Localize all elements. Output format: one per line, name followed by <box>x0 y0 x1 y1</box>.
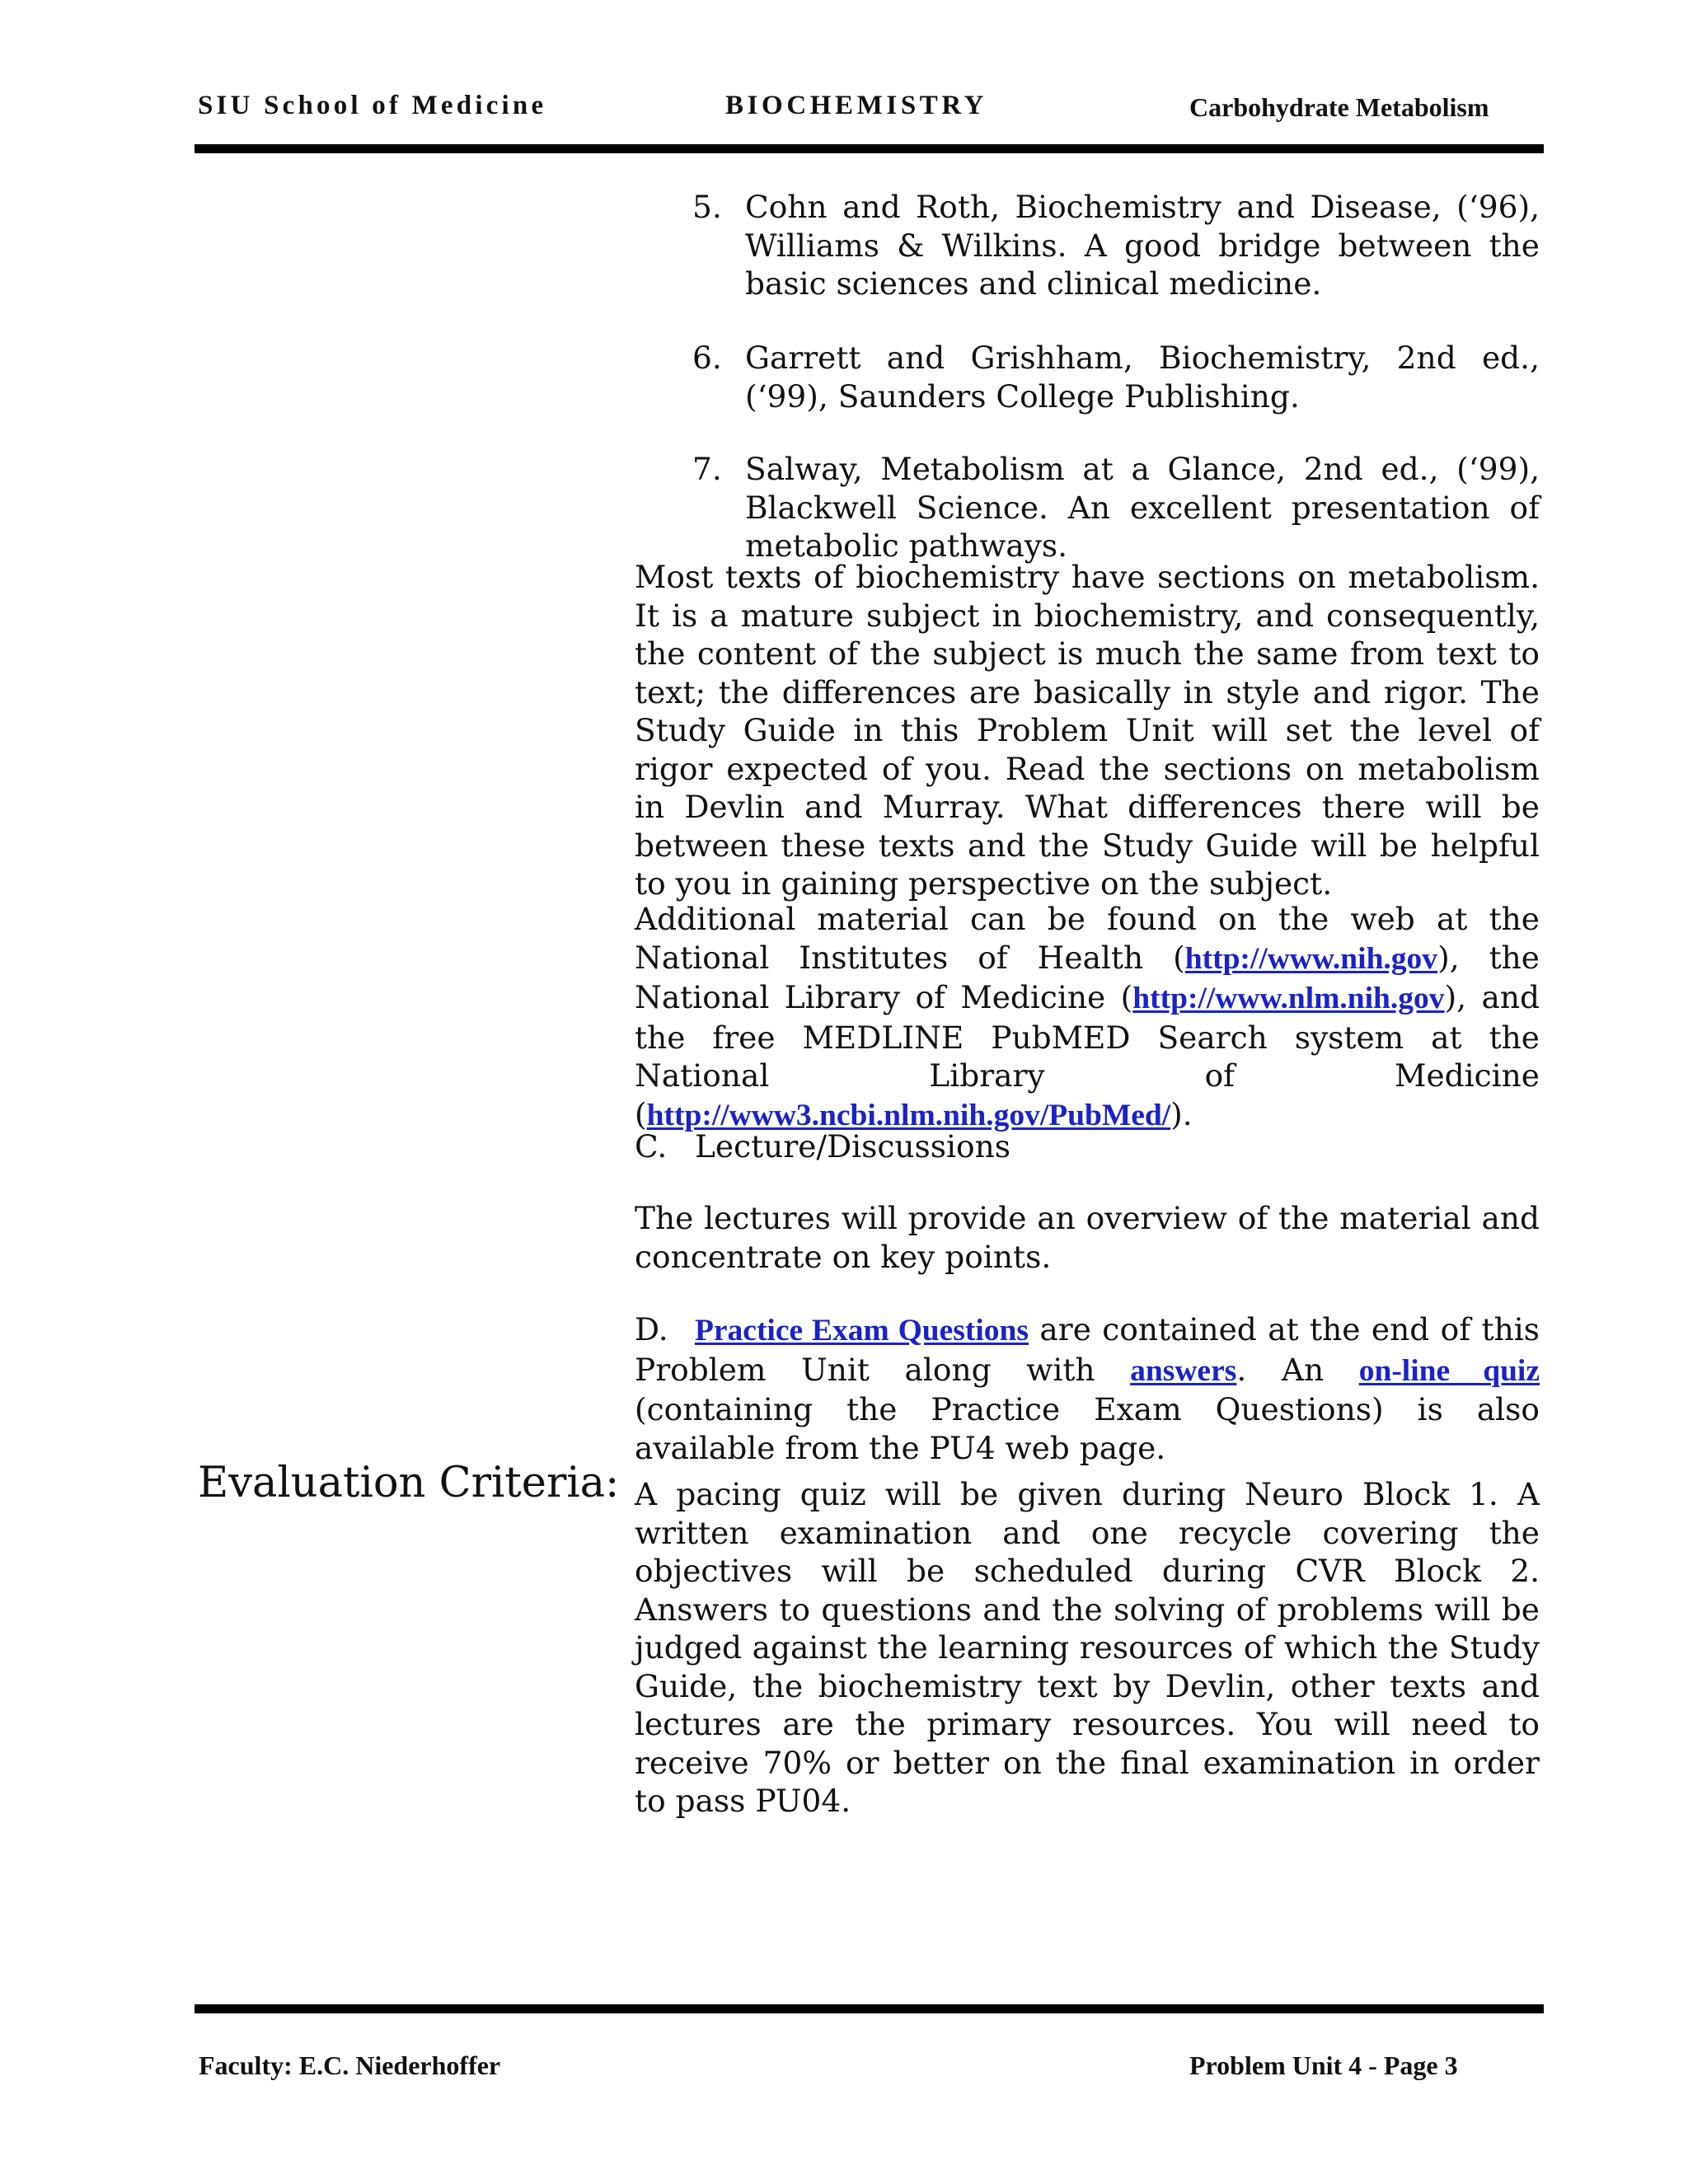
reference-item <box>635 339 1540 415</box>
footer-page: Problem Unit 4 - Page 3 <box>1189 2050 1458 2080</box>
header-rule <box>195 144 1544 153</box>
section-d-paragraph <box>635 1310 1540 1467</box>
reference-text: Cohn and Roth, Biochemistry and Disease, (‘96), Williams & Wilkins. A good bridge between the basic sciences and clinical medicine. <box>745 189 1540 302</box>
reference-item <box>635 188 1540 303</box>
reference-number: 5. <box>692 189 722 225</box>
evaluation-heading: Evaluation Criteria: <box>198 1459 620 1507</box>
reference-number: 6. <box>692 340 722 376</box>
section-letter: C. <box>635 1128 668 1165</box>
lecture-paragraph: The lectures will provide an overview of the material and concentrate on key points. <box>635 1200 1540 1275</box>
section-d-text: (containing the Practice Exam Questions) is also available from the PU4 web page. <box>635 1391 1540 1466</box>
practice-exam-link[interactable]: Practice Exam Questions <box>695 1314 1029 1347</box>
section-c-heading <box>635 1127 1540 1166</box>
section-title: Lecture/Discussions <box>695 1128 1010 1165</box>
additional-text: ), the National Library of Medicine ( <box>635 939 1540 1015</box>
section-letter: D. <box>635 1311 668 1347</box>
texts-paragraph: Most texts of biochemistry have sections on metabolism. It is a mature subject in biochemistry, and consequently, the content of the subject is much the same from text to text; the differences are basically in style and rigor. The Study Guide in this Problem Unit will set the level of rigor expected of you. Read the sections on metabolism in Devlin and Murray. What differences there will be between these texts and the Study Guide will be helpful to you in gaining perspective on the subject. <box>635 559 1540 902</box>
footer-faculty: Faculty: E.C. Niederhoffer <box>199 2050 501 2080</box>
header-topic: Carbohydrate Metabolism <box>1189 92 1489 122</box>
header-course: BIOCHEMISTRY <box>725 91 988 120</box>
reference-text: Garrett and Grishham, Biochemistry, 2nd ed., (‘99), Saunders College Publishing. <box>745 340 1540 415</box>
evaluation-paragraph: A pacing quiz will be given during Neuro Block 1. A written examination and one recycle covering the objectives will be scheduled during CVR Block 2. Answers to questions and the solving of problems will be judged against the learning resources of which the Study Guide, the biochemistry text by Devlin, other texts and lectures are the primary resources. You will need to receive 70% or better on the final examination in order to pass PU04. <box>635 1476 1540 1819</box>
header-school: SIU School of Medicine <box>198 91 547 120</box>
additional-text: ). <box>1170 1095 1193 1132</box>
pubmed-link[interactable]: http://www3.ncbi.nlm.nih.gov/PubMed/ <box>646 1098 1171 1132</box>
answers-link[interactable]: answers <box>1130 1353 1237 1388</box>
section-d-text: are contained at the end of this Problem Unit along with <box>635 1311 1540 1388</box>
additional-text: ), and the free MEDLINE PubMED Search system at the National Library of Medicine ( <box>635 979 1540 1132</box>
additional-material-paragraph <box>635 900 1540 1135</box>
additional-text: Additional material can be found on the web at the National Institutes of Health ( <box>635 901 1540 976</box>
online-quiz-link[interactable]: on-line quiz <box>1358 1353 1540 1388</box>
reference-number: 7. <box>692 451 722 487</box>
reference-text: Salway, Metabolism at a Glance, 2nd ed., (‘99), Blackwell Science. An excellent presentation of metabolic pathways. <box>745 451 1540 564</box>
footer-rule <box>195 2004 1544 2013</box>
section-d-text: . An <box>1236 1351 1359 1388</box>
reference-item <box>635 450 1540 565</box>
nih-link[interactable]: http://www.nih.gov <box>1184 941 1438 976</box>
nlm-link[interactable]: http://www.nlm.nih.gov <box>1132 982 1445 1015</box>
